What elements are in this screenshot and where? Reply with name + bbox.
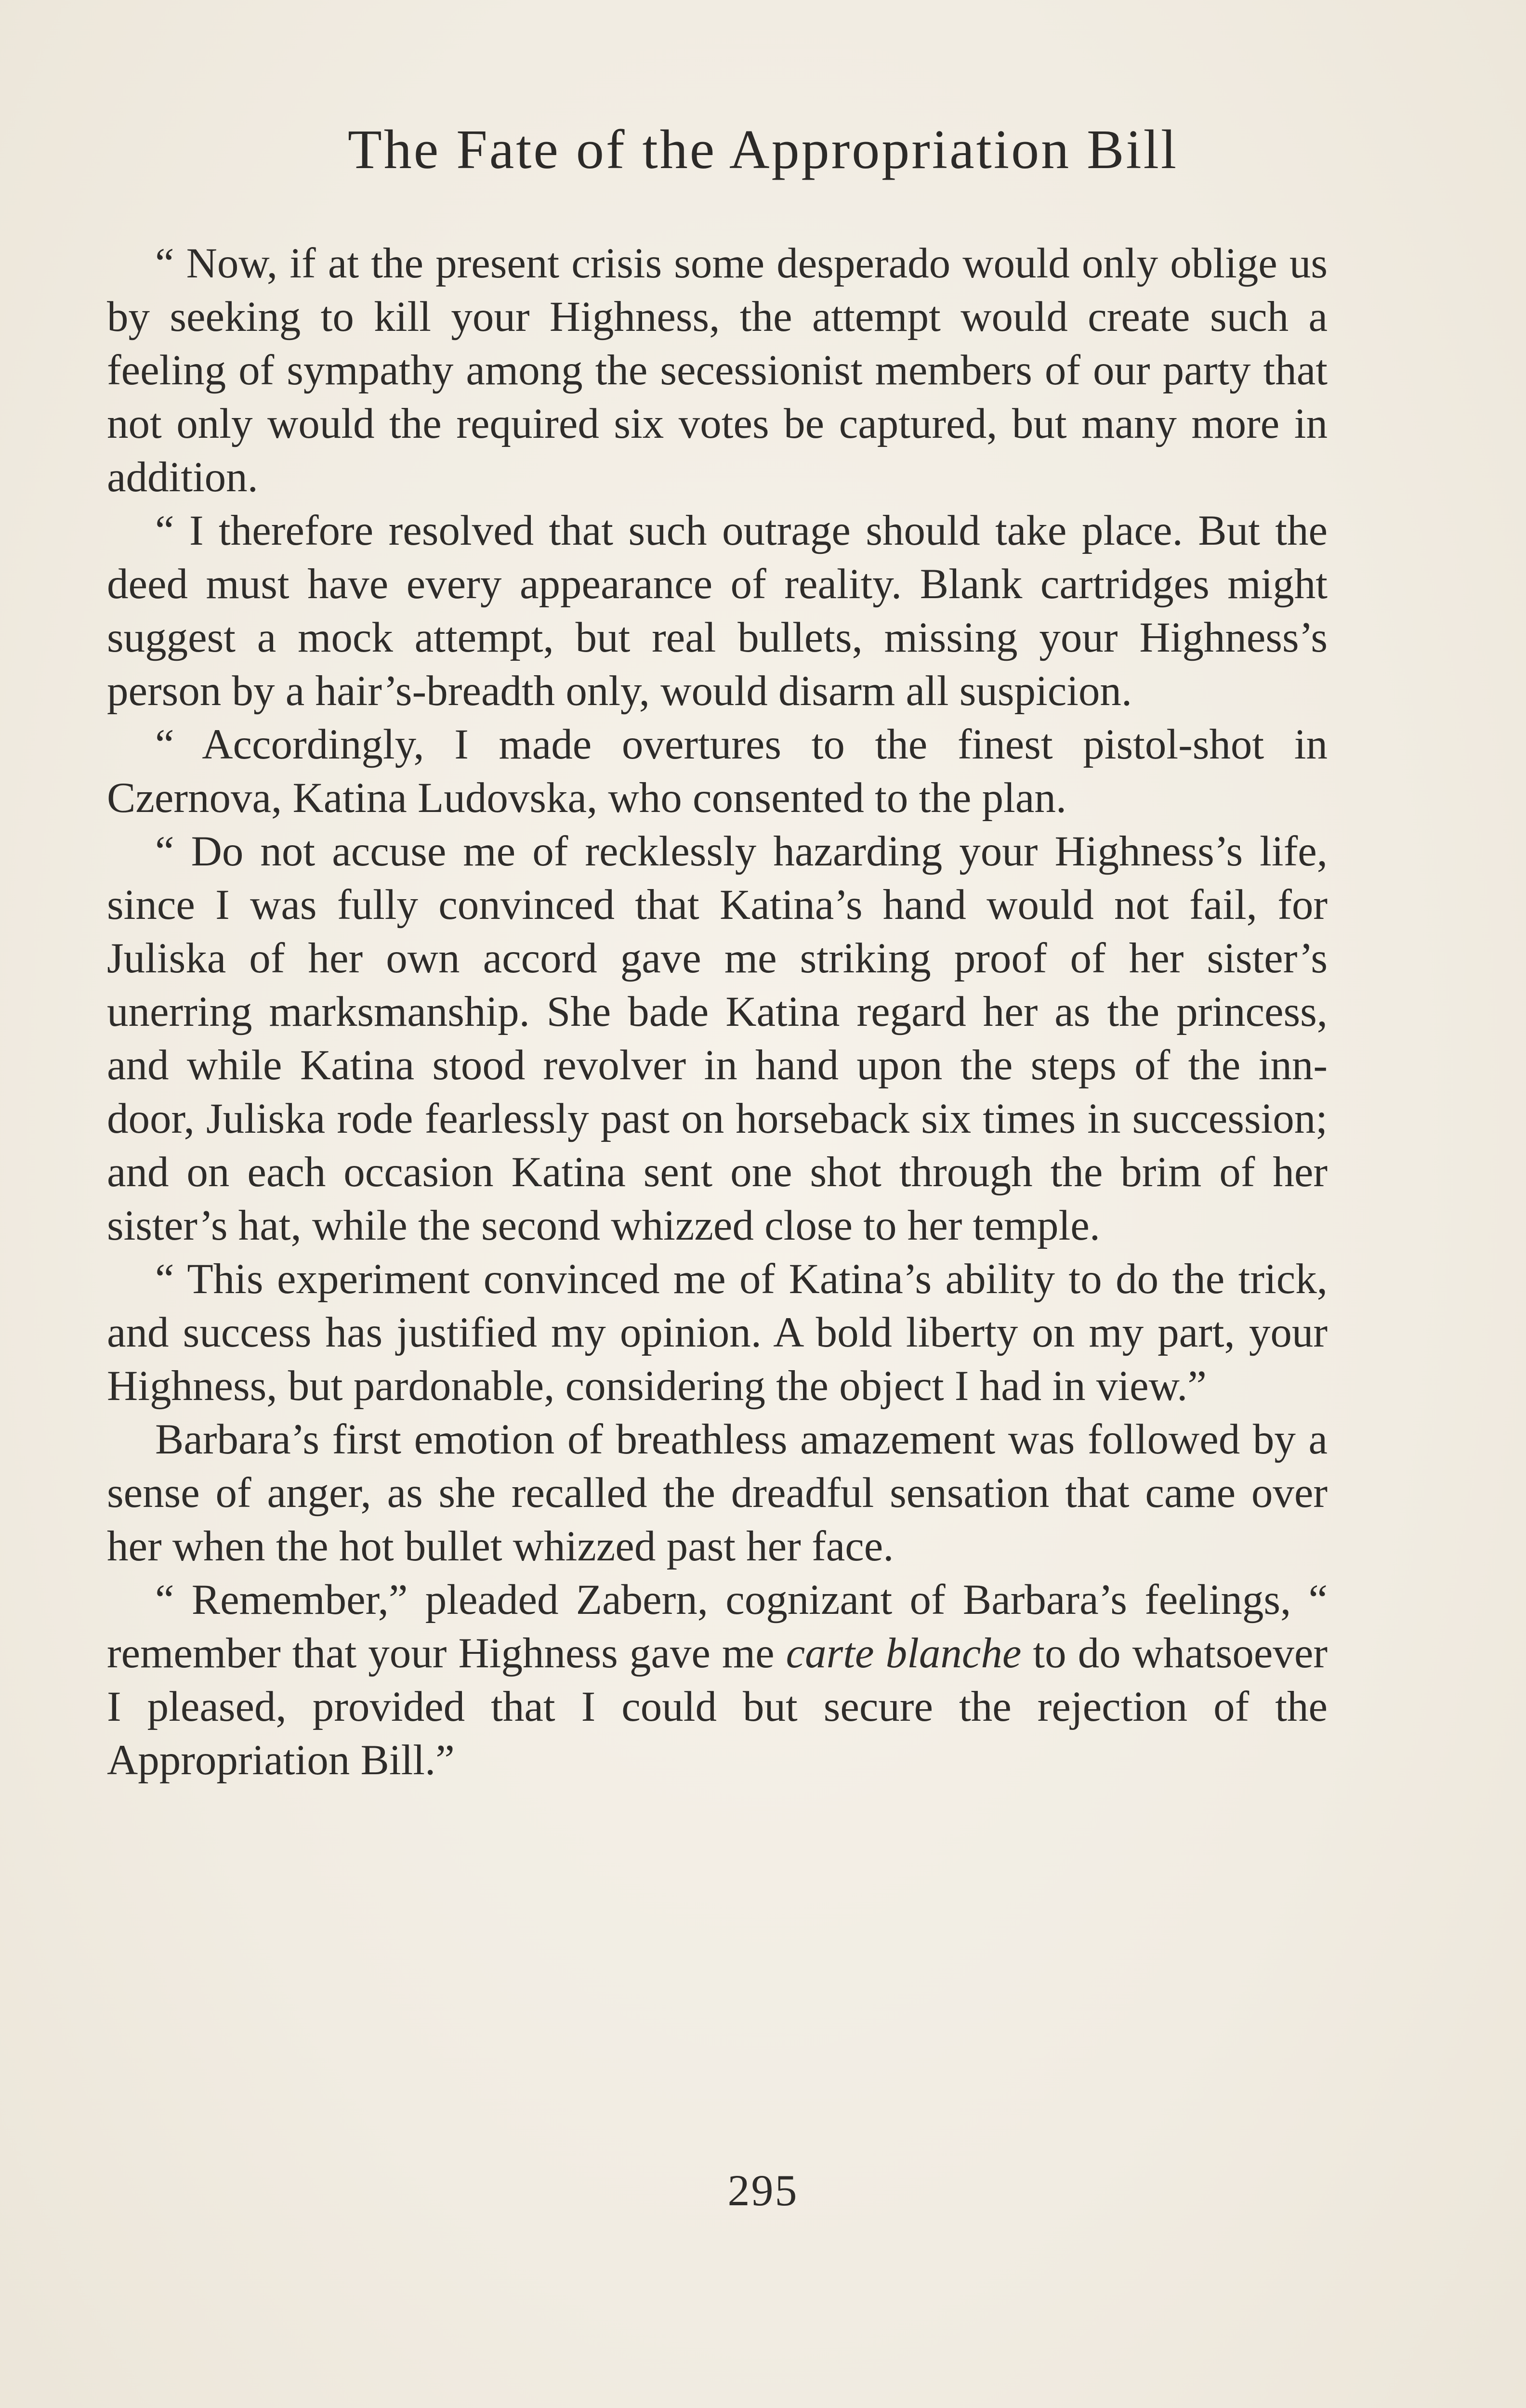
paragraph: “ Accordingly, I made overtures to the finest pistol-shot in Czernova, Katina Ludovska, who consented to the plan.	[107, 721, 1328, 822]
page-number: 295	[727, 2166, 799, 2215]
paragraph: “ Now, if at the present crisis some desperado would only oblige us by seeking to kill your Highness, the attempt would create such a feeling of sympathy among the secessionist members of our party that not only would the required six votes be captured, but many more in addition.	[107, 240, 1328, 501]
paragraph: “ This experiment convinced me of Katina’s ability to do the trick, and success has justified my opinion. A bold liberty on my part, your Highness, but pardonable, considering the object I had in view.”	[107, 1256, 1328, 1410]
paragraph: “ I therefore resolved that such outrage should take place. But the deed must have every appearance of reality. Blank cartridges might suggest a mock attempt, but real bullets, missing your Highness’s person by a hair’s-breadth only, would disarm all suspicion.	[107, 507, 1328, 715]
running-head: The Fate of the Appropriation Bill	[347, 119, 1179, 181]
paragraph: Barbara’s first emotion of breathless amazement was followed by a sense of anger, as she recalled the dreadful sensation that came over her when the hot bullet whizzed past her face.	[107, 1416, 1328, 1570]
body-text	[107, 237, 1328, 1787]
paragraph-last	[107, 1573, 1328, 1787]
paragraph-text: “ Remember,” pleaded Zabern, cognizant of Barbara’s feelings, “ remember that your Highness gave me	[107, 1576, 1328, 1677]
italic-phrase: carte blanche	[786, 1630, 1022, 1677]
paragraph: “ Do not accuse me of recklessly hazarding your Highness’s life, since I was fully convinced that Katina’s hand would not fail, for Juliska of her own accord gave me striking proof of her sister’s unerring marksmanship. She bade Katina regard her as the princess, and while Katina stood revolver in hand upon the steps of the inn-door, Juliska rode fearlessly past on horseback six times in succession; and on each occasion Katina sent one shot through the brim of her sister’s hat, while the second whizzed close to her temple.	[107, 828, 1328, 1249]
paragraph-text: to do whatsoever I pleased, provided that I could but secure the rejection of the Appropriation Bill.”	[107, 1630, 1328, 1784]
